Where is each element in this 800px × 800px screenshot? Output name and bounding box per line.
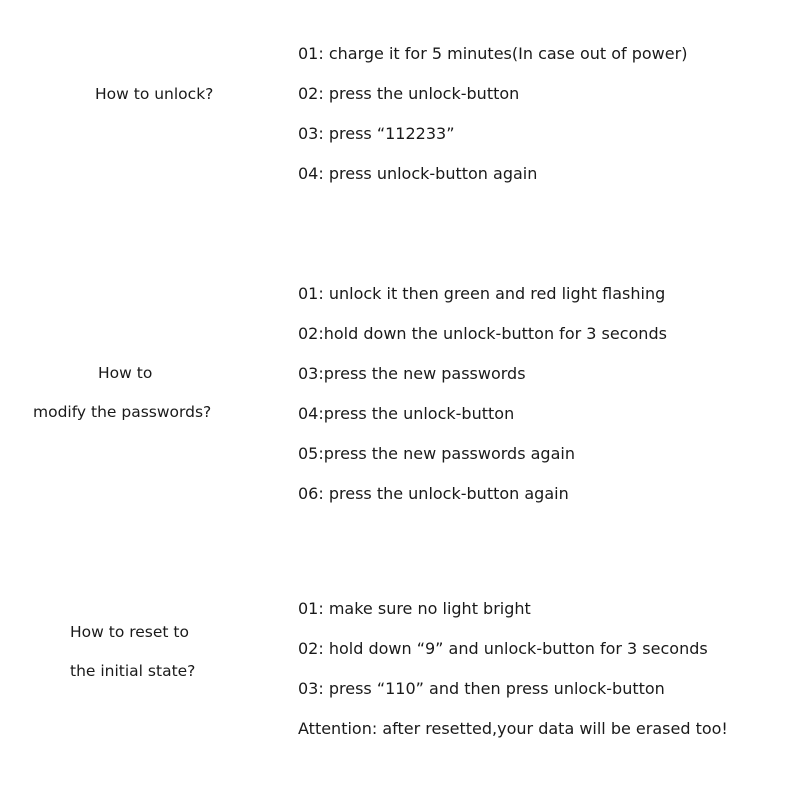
unlock-step-03: 03: press “112233” xyxy=(298,124,455,143)
unlock-step-01: 01: charge it for 5 minutes(In case out of power) xyxy=(298,44,688,63)
unlock-question: How to unlock? xyxy=(95,85,214,103)
reset-step-03: 03: press “110” and then press unlock-button xyxy=(298,679,665,698)
unlock-step-02: 02: press the unlock-button xyxy=(298,84,520,103)
reset-question-line-2: the initial state? xyxy=(70,662,196,680)
modify-step-01: 01: unlock it then green and red light flashing xyxy=(298,284,666,303)
reset-attention-note: Attention: after resetted,your data will be erased too! xyxy=(298,719,728,738)
unlock-step-04: 04: press unlock-button again xyxy=(298,164,538,183)
modify-question-line-2: modify the passwords? xyxy=(33,403,212,421)
modify-step-06: 06: press the unlock-button again xyxy=(298,484,569,503)
modify-step-03: 03:press the new passwords xyxy=(298,364,526,383)
reset-question-line-1: How to reset to xyxy=(70,623,189,641)
modify-step-04: 04:press the unlock-button xyxy=(298,404,515,423)
modify-step-05: 05:press the new passwords again xyxy=(298,444,575,463)
modify-question-line-1: How to xyxy=(98,364,153,382)
modify-step-02: 02:hold down the unlock-button for 3 seconds xyxy=(298,324,667,343)
reset-step-02: 02: hold down “9” and unlock-button for 3 seconds xyxy=(298,639,708,658)
reset-step-01: 01: make sure no light bright xyxy=(298,599,531,618)
